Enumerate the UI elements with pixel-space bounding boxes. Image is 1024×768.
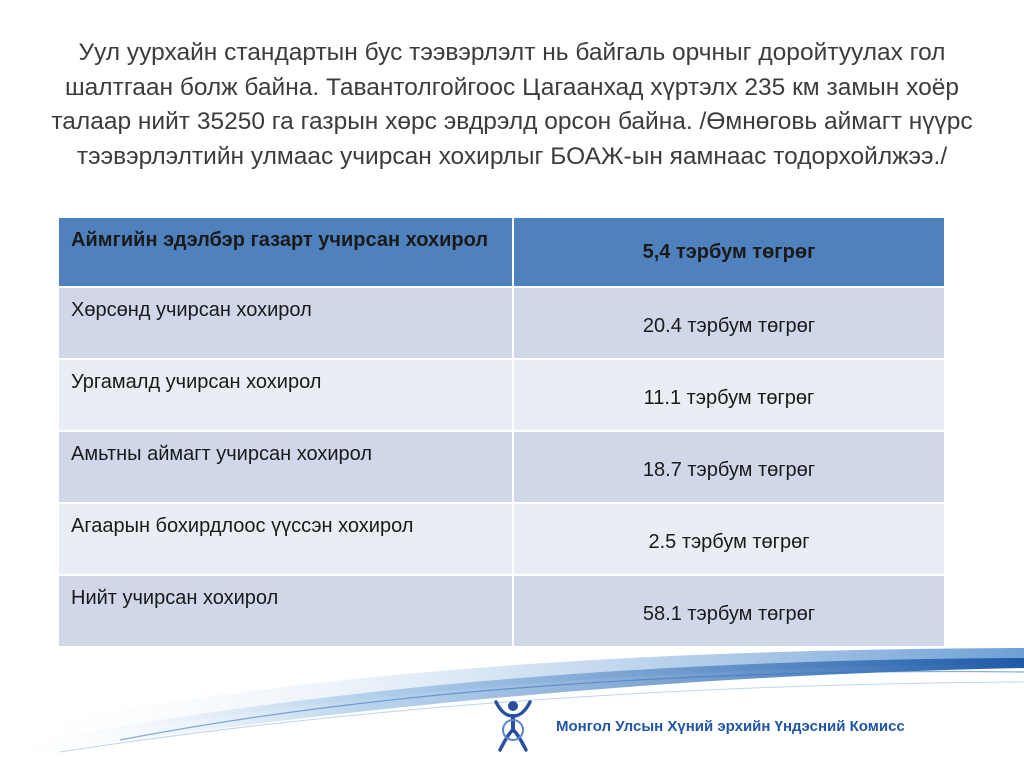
row-value: 18.7 тэрбум төгрөг [513, 431, 945, 503]
slide-title: Уул уурхайн стандартын бус тээвэрлэлт нь байгаль орчныг доройтуулах гол шалтгаан болж байна. Тавантолгойгоос Цагаанхад хүртэлх 235 км замын хоёр талаар нийт 35250 га газрын хөрс эвдрэлд орсон байна. /Өмнөговь аймагт нүүрс тээвэрлэлтийн улмаас учирсан хохирлыг БОАЖ-ын яамнаас тодорхойлжээ./ [51, 39, 973, 170]
table-row [58, 287, 945, 359]
table-row [58, 431, 945, 503]
table-header-label: Аймгийн эдэлбэр газарт учирсан хохирол [58, 217, 513, 287]
row-value: 20.4 тэрбум төгрөг [513, 287, 945, 359]
row-label: Амьтны аймагт учирсан хохирол [58, 431, 513, 503]
row-label: Ургамалд учирсан хохирол [58, 359, 513, 431]
row-label: Хөрсөнд учирсан хохирол [58, 287, 513, 359]
table-row [58, 359, 945, 431]
row-label: Нийт учирсан хохирол [58, 575, 513, 647]
human-figure-logo-icon [492, 700, 534, 752]
row-value: 2.5 тэрбум төгрөг [513, 503, 945, 575]
table-header-value: 5,4 тэрбум төгрөг [513, 217, 945, 287]
table-header-row [58, 217, 945, 287]
table-row [58, 503, 945, 575]
row-value: 58.1 тэрбум төгрөг [513, 575, 945, 647]
organization-name: Монгол Улсын Хүний эрхийн Үндэсний Комисс [556, 718, 905, 735]
damage-table [57, 216, 946, 648]
row-value: 11.1 тэрбум төгрөг [513, 359, 945, 431]
row-label: Агаарын бохирдлоос үүссэн хохирол [58, 503, 513, 575]
